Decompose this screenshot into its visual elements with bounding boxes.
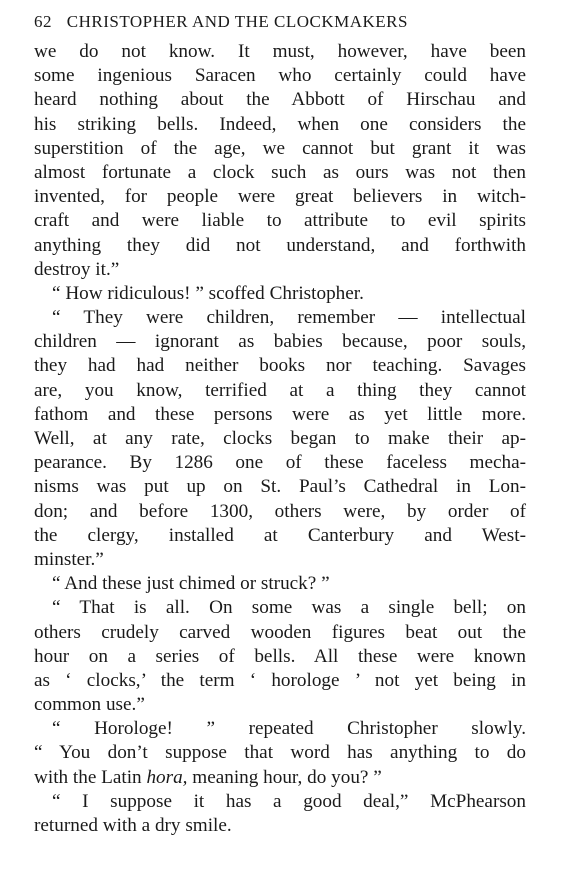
text-line: children — ignorant as babies because, poor souls, [34, 331, 526, 353]
text-line [34, 766, 526, 790]
text-line: pearance. By 1286 one of these faceless mecha- [34, 452, 526, 474]
text-line: “ Horologe! ” repeated Christopher slowly. [52, 718, 526, 740]
text-line: fathom and these persons were as yet little more. [34, 403, 526, 425]
text-line: as ‘ clocks,’ the term ‘ horologe ’ not yet being in [34, 669, 526, 691]
text-line: they had had neither books nor teaching. Savages [34, 355, 526, 377]
text-line: common use.” [34, 694, 145, 716]
text-line: hour on a series of bells. All these were known [34, 645, 526, 667]
text-line: returned with a dry smile. [34, 815, 232, 836]
text-line: others crudely carved wooden figures beat out the [34, 621, 526, 643]
running-head [34, 12, 526, 38]
text-line: “ And these just chimed or struck? ” [52, 573, 330, 595]
text-line: destroy it.” [34, 258, 120, 280]
text-segment: meaning hour, do you? ” [187, 766, 382, 788]
body-text [34, 40, 526, 838]
text-line: “ You don’t suppose that word has anything to do [34, 742, 526, 764]
text-segment: with the Latin [34, 766, 147, 788]
text-line: nisms was put up on St. Paul’s Cathedral in Lon- [34, 476, 526, 498]
text-line: are, you know, terrified at a thing they cannot [34, 379, 526, 401]
page-number: 62 [34, 12, 52, 31]
text-line: craft and were liable to attribute to evil spirits [34, 210, 526, 232]
text-line: we do not know. It must, however, have been [34, 41, 526, 62]
text-line: “ I suppose it has a good deal,” McPhearson [52, 790, 526, 812]
text-line: the clergy, installed at Canterbury and West- [34, 524, 526, 546]
text-line: his striking bells. Indeed, when one considers the [34, 113, 526, 135]
running-title: CHRISTOPHER AND THE CLOCKMAKERS [66, 12, 408, 31]
text-line: invented, for people were great believers in witch- [34, 186, 526, 208]
text-line: don; and before 1300, others were, by order of [34, 500, 526, 522]
text-line: anything they did not understand, and forthwith [34, 234, 526, 256]
text-line: Well, at any rate, clocks began to make their ap- [34, 428, 526, 449]
text-line: superstition of the age, we cannot but grant it was [34, 137, 526, 159]
text-line: some ingenious Saracen who certainly could have [34, 65, 526, 87]
italic-word: hora, [146, 766, 188, 788]
text-line: “ They were children, remember — intellectual [52, 307, 526, 329]
text-line: “ That is all. On some was a single bell; on [52, 597, 526, 619]
text-line: almost fortunate a clock such as ours was not then [34, 161, 526, 183]
text-line: “ How ridiculous! ” scoffed Christopher. [52, 282, 364, 304]
text-line: heard nothing about the Abbott of Hirschau and [34, 89, 526, 111]
book-page [34, 12, 526, 838]
text-line: minster.” [34, 548, 104, 570]
